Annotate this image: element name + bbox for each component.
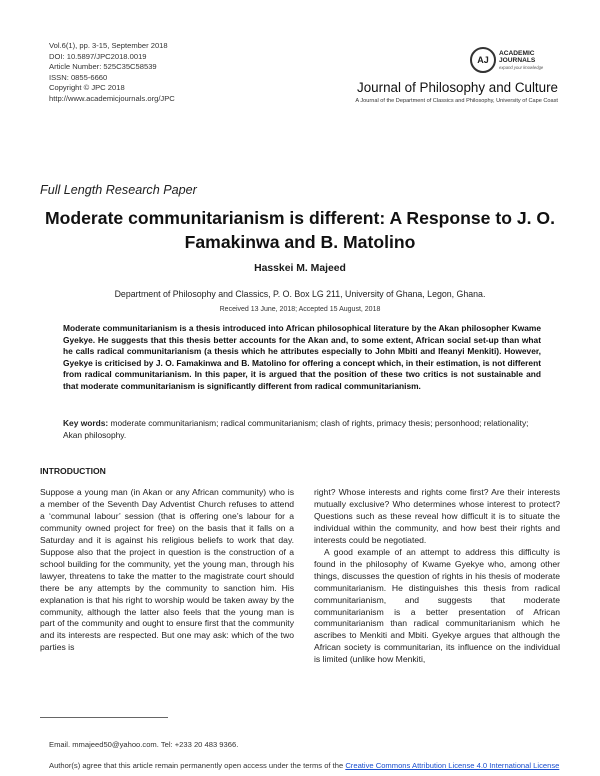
received-accepted-dates: Received 13 June, 2018; Accepted 15 August, 2018 (219, 306, 381, 313)
journal-subtitle: A Journal of the Department of Classics and Philosophy, University of Cape Coast (355, 98, 558, 104)
section-heading-introduction: INTRODUCTION (40, 466, 106, 476)
meta-article-number: Article Number: 525C35C58539 (49, 62, 157, 72)
keywords-label: Key words: (63, 418, 109, 428)
paragraph: A good example of an attempt to address this difficulty is found in the philosophy of Kwame Gyekye who, among other things, discusses the question of rights in his thesis of moderate communitarianism. He distinguishes this thesis from radical communitarianism, and suggests that moderate communitarianism is a better presentation of African communitarianism than radical communitarianism which he ascribes to Menkiti and Mbiti. Gyekye argues that although the African society is communitarian, its influence on the individual is limited (unlike how Menkiti, (314, 546, 560, 665)
meta-url: http://www.academicjournals.org/JPC (49, 93, 175, 103)
aj-logo-icon: AJ (470, 47, 496, 73)
paragraph: right? Whose interests and rights come first? Are their interests mutually exclusive? Who determines whose interest to protect? Questions such as these reveal how difficult it is to situate the individual within the community, and how best their rights and interests could be negotiated. (314, 487, 560, 545)
meta-copyright: Copyright © JPC 2018 (49, 83, 125, 93)
author-affiliation: Department of Philosophy and Classics, P. O. Box LG 211, University of Ghana, Legon, Ghana. (114, 289, 486, 299)
keywords (63, 418, 541, 441)
abstract: Moderate communitarianism is a thesis introduced into African philosophical literature by the Akan philosopher Kwame Gyekye. He suggests that this thesis better accounts for the Akan and, to some extent, African social set-up than what he calls radical communitarianism (a thesis which he attributes especially to John Mbiti and Ifeanyi Menkiti). However, Gyekye is criticised by J. O. Famakinwa and B. Matolino for offering a concept which, in their estimation, is not different from radical communitarianism. In this paper, it is argued that the position of these two critics is not sustainable and that moderate communitarianism is significantly different from radical communitarianism. (63, 323, 541, 391)
article-title: Moderate communitarianism is different: A Response to J. O. Famakinwa and B. Matolino (45, 208, 555, 252)
body-column-right (314, 487, 560, 666)
meta-doi: DOI: 10.5897/JPC2018.0019 (49, 51, 147, 61)
journal-title: Journal of Philosophy and Culture (357, 80, 558, 95)
paragraph: Suppose a young man (in Akan or any African community) who is a member of the Seventh Day Adventist Church refuses to attend a ‘communal labour’ session (that is offering one’s labour for a community owned project for free) on the basis that it falls on a Saturday and it is against his religious beliefs to work that day. Suppose also that the project in question is the construction of a school building for the community, yet the young man, through his lawyer, threatens to take the matter to the magistrate court should there be any attempts by the community to sanction him. His explanation is that his right to worship would be taken away by the community, although the latter also feels that the young man is part of the community and ought to ensure first that the community and its interests are respected. But one may ask: which of the two parties is (40, 487, 294, 653)
logo-tagline: expand your knowledge (499, 64, 544, 70)
academic-journals-logo (470, 47, 543, 73)
meta-volume: Vol.6(1), pp. 3-15, September 2018 (49, 41, 168, 50)
license-text: Author(s) agree that this article remain permanently open access under the terms of the (49, 761, 344, 770)
author-name: Hasskei M. Majeed (254, 263, 346, 274)
journal-meta (49, 41, 175, 105)
license-link[interactable]: Creative Commons Attribution License 4.0 International License (345, 761, 560, 770)
logo-text (499, 50, 543, 71)
paper-type: Full Length Research Paper (40, 183, 197, 197)
logo-line2: JOURNALS (499, 56, 536, 64)
body-column-left (40, 487, 294, 654)
logo-line1: ACADEMIC (499, 49, 535, 57)
footnote-divider (40, 717, 168, 718)
author-email: Email. mmajeed50@yahoo.com. Tel: +233 20 483 9366. (49, 740, 239, 749)
license-note (49, 761, 569, 772)
meta-issn: ISSN: 0855-6660 (49, 72, 108, 82)
keywords-list: moderate communitarianism; radical communitarianism; clash of rights, primacy thesis; personhood; relationality; Akan philosophy. (63, 418, 529, 440)
